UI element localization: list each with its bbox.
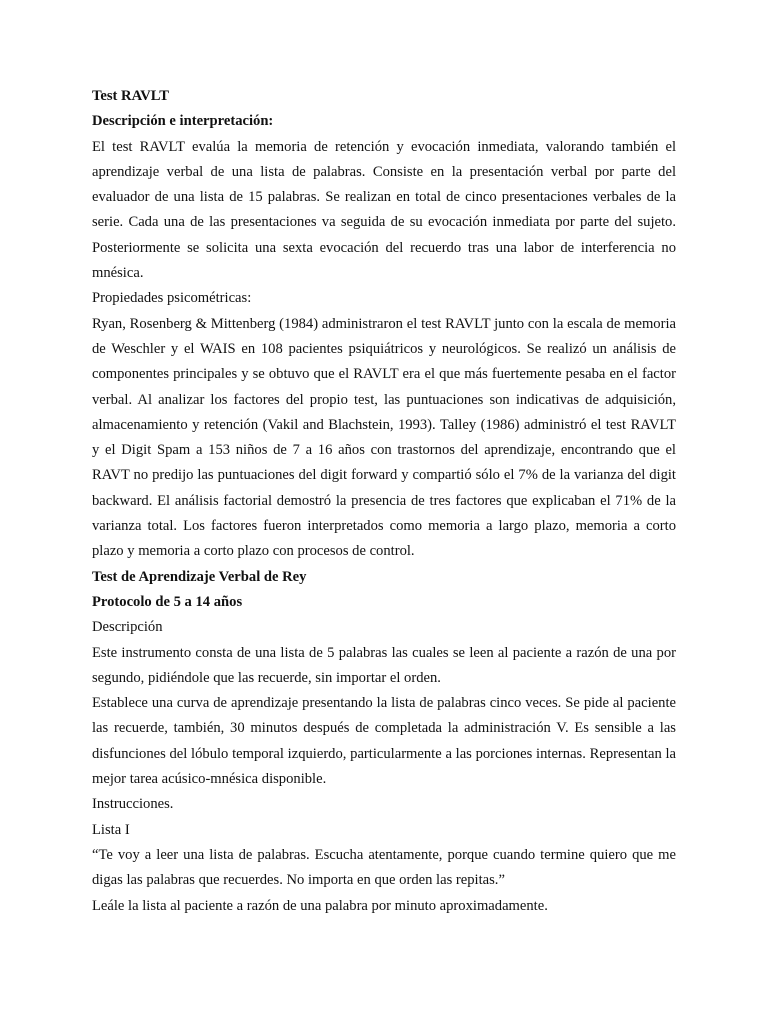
paragraph-ravlt-description: El test RAVLT evalúa la memoria de retención y evocación inmediata, valorando también el aprendizaje verbal de una lista de palabras. Consiste en la presentación verbal por parte del evaluador de una lista de 15 palabras. Se realizan en total de cinco presentaciones verbales de la serie. Cada una de las presentaciones va seguida de su evocación inmediata por parte del sujeto. Posteriormente se solicita una sexta evocación del recuerdo tras una labor de interferencia no mnésica. (92, 138, 676, 282)
paragraph-instrument: Este instrumento consta de una lista de 5 palabras las cuales se leen al paciente a razón de una por segundo, pidiéndole que las recuerde, sin importar el orden. (92, 644, 676, 686)
section-title-protocol: Protocolo de 5 a 14 años (92, 593, 243, 610)
paragraph-learning-curve: Establece una curva de aprendizaje presentando la lista de palabras cinco veces. Se pide al paciente las recuerde, también, 30 minutos después de completada la administración V. Es sensible a las disfunciones del lóbulo temporal izquierdo, particularmente a las porciones internas. Representan la mejor tarea acúsico-mnésica disponible. (92, 695, 676, 788)
paragraph-instruction-quote: “Te voy a leer una lista de palabras. Escucha atentamente, porque cuando termine quiero que me digas las palabras que recuerdes. No importa en que orden las repitas.” (92, 846, 676, 889)
heading-lista-i: Lista I (92, 821, 130, 838)
heading-description-interpretation: Descripción e interpretación: (92, 113, 274, 130)
heading-psychometric-properties: Propiedades psicométricas: (92, 290, 252, 307)
section-title-rey: Test de Aprendizaje Verbal de Rey (92, 568, 307, 585)
heading-instrucciones: Instrucciones. (92, 796, 174, 813)
paragraph-read-list: Leále la lista al paciente a razón de una palabra por minuto aproximadamente. (92, 897, 548, 914)
section-title-ravlt: Test RAVLT (92, 88, 169, 104)
paragraph-psychometric-properties: Ryan, Rosenberg & Mittenberg (1984) administraron el test RAVLT junto con la escala de memoria de Weschler y el WAIS en 108 pacientes psiquiátricos y neurológicos. Se realizó un análisis de componentes principales y se obtuvo que el RAVLT era el que más fuertemente pesaba en el factor verbal. Al analizar los factores del propio test, las puntuaciones son indicativas de adquisición, almacenamiento y retención (Vakil and Blachstein, 1993). Talley (1986) administró el test RAVLT y el Digit Spam a 153 niños de 7 a 16 años con trastornos del aprendizaje, encontrando que el RAVT no predijo las puntuaciones del digit forward y compartió sólo el 7% de la varianza del digit backward. El análisis factorial demostró la presencia de tres factores que explicaban el 71% de la varianza total. Los factores fueron interpretados como memoria a largo plazo, memoria a corto plazo y memoria a corto plazo con procesos de control. (92, 315, 676, 560)
heading-descripcion: Descripción (92, 619, 163, 636)
